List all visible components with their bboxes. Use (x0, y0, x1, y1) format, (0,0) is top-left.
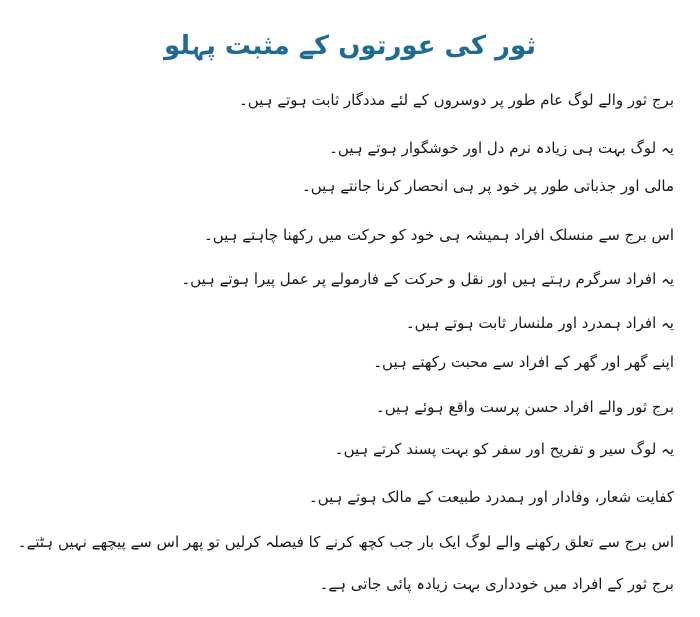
trait-line: یہ افراد ہمدرد اور ملنسار ثابت ہوتے ہیں۔ (405, 314, 674, 332)
trait-line: یہ لوگ سیر و تفریح اور سفر کو بہت پسند کرتے ہیں۔ (334, 440, 674, 458)
page-title: ثور کی عورتوں کے مثبت پہلو (163, 31, 537, 61)
trait-line: برج ثور والے افراد حسن پرست واقع ہوئے ہیں۔ (375, 398, 674, 416)
trait-line: برج ثور والے لوگ عام طور پر دوسروں کے لئے مددگار ثابت ہوتے ہیں۔ (238, 91, 674, 109)
trait-line: یہ افراد سرگرم رہتے ہیں اور نقل و حرکت کے فارمولے پر عمل پیرا ہوتے ہیں۔ (181, 270, 674, 288)
trait-line: اس برج سے تعلق رکھنے والے لوگ ایک بار جب کچھ کرنے کا فیصلہ کرلیں تو پھر اس سے پیچھے نہیں ہٹتے۔ (17, 533, 674, 551)
trait-line: یہ لوگ بہت ہی زیادہ نرم دل اور خوشگوار ہوتے ہیں۔ (329, 139, 674, 157)
trait-line: کفایت شعار، وفادار اور ہمدرد طبیعت کے مالک ہوتے ہیں۔ (308, 488, 674, 506)
trait-line: اس برج سے منسلک افراد ہمیشہ ہی خود کو حرکت میں رکھنا چاہتے ہیں۔ (203, 226, 674, 244)
trait-line: مالی اور جذباتی طور پر خود پر ہی انحصار کرنا جانتے ہیں۔ (301, 177, 674, 195)
trait-line: برج ثور کے افراد میں خودداری بہت زیادہ پائی جاتی ہے۔ (319, 575, 674, 593)
trait-line: اپنے گھر اور گھر کے افراد سے محبت رکھتے ہیں۔ (373, 353, 674, 371)
